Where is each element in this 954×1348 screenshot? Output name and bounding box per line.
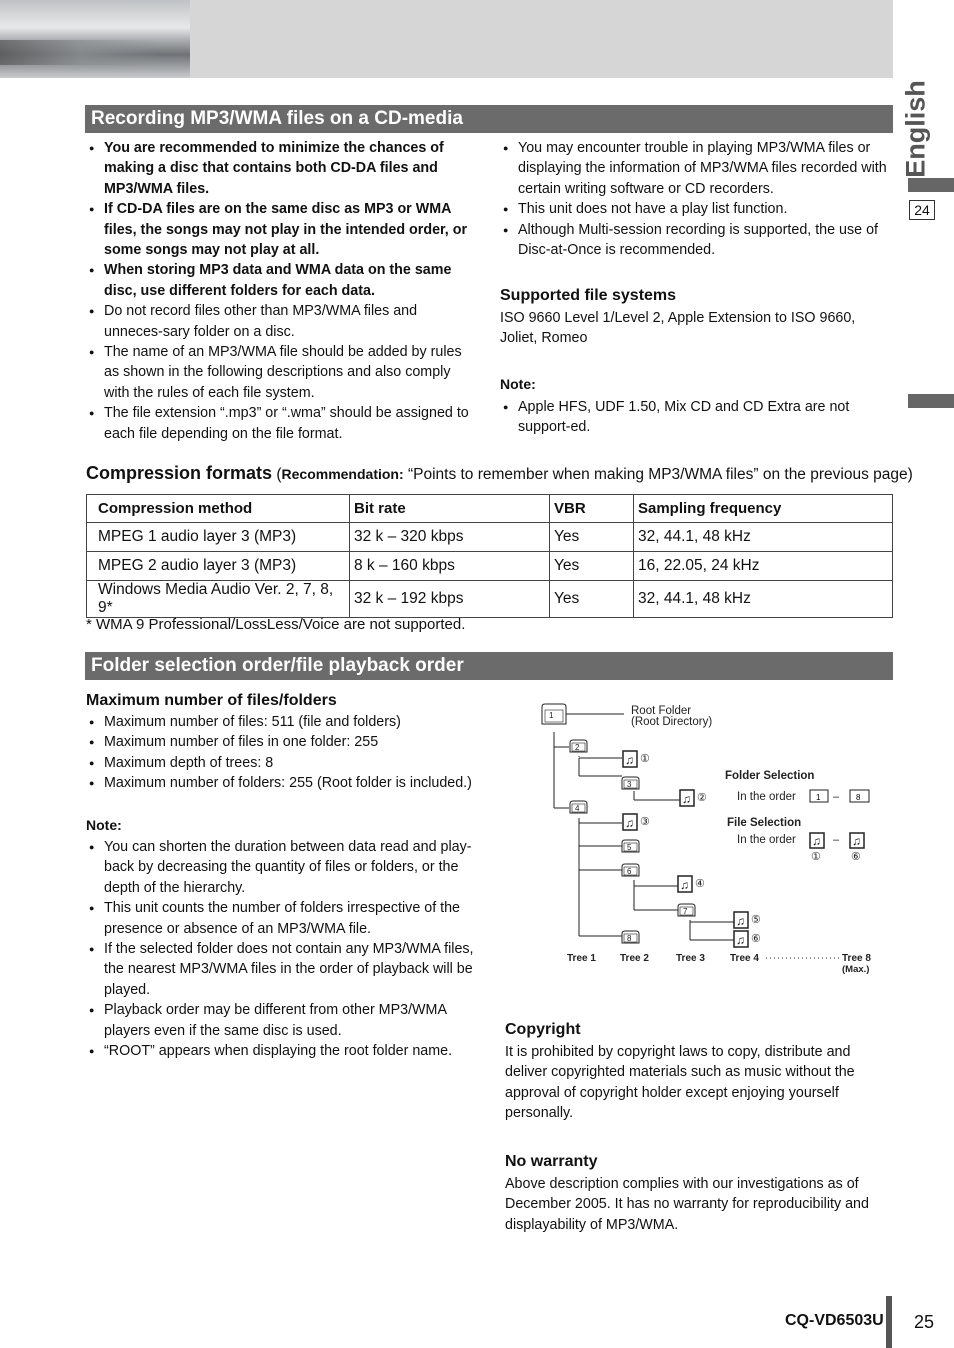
- music-file-icon: [680, 790, 707, 806]
- file-order-mark: ⑥: [751, 933, 761, 945]
- col-header: Sampling frequency: [634, 495, 893, 523]
- svg-text:♫: ♫: [736, 914, 745, 928]
- tree-label: Tree 4: [730, 953, 759, 964]
- list-item: ● This unit counts the number of folders irrespective of the presence or absence of an MP3/WMA file.: [86, 898, 478, 939]
- music-file-icon: [850, 833, 864, 848]
- dash: –: [833, 834, 840, 846]
- recommendation-text: “Points to remember when making MP3/WMA files” on the previous page): [403, 466, 913, 483]
- tree-label: Tree 3: [676, 953, 705, 964]
- list-item: ● The name of an MP3/WMA file should be added by rules as shown in the following descriptions and also comply with the rules of each file system.: [86, 342, 478, 403]
- table-cell: MPEG 2 audio layer 3 (MP3): [87, 552, 350, 581]
- list-item: ● If CD-DA files are on the same disc as MP3 or WMA files, the songs may not play in the intended order, or some songs may not play at all.: [86, 199, 478, 260]
- table-cell: 32 k – 192 kbps: [350, 581, 550, 618]
- folder-icon: [570, 740, 587, 752]
- file-order-mark: ④: [695, 878, 705, 890]
- file-systems-heading: Supported file systems: [500, 287, 677, 304]
- file-selection-label: File Selection: [727, 817, 802, 829]
- svg-text:♫: ♫: [812, 834, 821, 848]
- list-item: ● The file extension “.mp3” or “.wma” should be assigned to each file depending on the file format.: [86, 403, 478, 444]
- max-files-heading: Maximum number of files/folders: [86, 692, 337, 709]
- folder-tree-diagram: [530, 690, 890, 990]
- svg-text:♫: ♫: [736, 933, 745, 947]
- warranty-heading: No warranty: [505, 1153, 598, 1170]
- note-label: Note:: [500, 376, 536, 392]
- language-label: English: [900, 80, 931, 178]
- list-item: ● Apple HFS, UDF 1.50, Mix CD and CD Extra are not support-ed.: [500, 397, 892, 438]
- col-header: Compression method: [87, 495, 350, 523]
- recording-rules-list: [86, 138, 478, 444]
- col-header: VBR: [550, 495, 634, 523]
- folder-number: 6: [627, 867, 632, 876]
- copyright-heading: Copyright: [505, 1021, 581, 1038]
- table-cell: Yes: [550, 552, 634, 581]
- table-cell: 32, 44.1, 48 kHz: [634, 581, 893, 618]
- file-order-mark: ⑤: [751, 914, 761, 926]
- list-item: ● This unit does not have a play list function.: [500, 199, 892, 219]
- list-item: ● You are recommended to minimize the chances of making a disc that contains both CD-DA files and MP3/WMA files.: [86, 138, 478, 199]
- svg-text:♫: ♫: [682, 792, 691, 806]
- list-item: ● “ROOT” appears when displaying the root folder name.: [86, 1041, 478, 1061]
- table-cell: 16, 22.05, 24 kHz: [634, 552, 893, 581]
- section-title-recording: Recording MP3/WMA files on a CD-media: [85, 105, 893, 133]
- table-footnote: * WMA 9 Professional/LossLess/Voice are not supported.: [86, 616, 466, 633]
- file-systems-text: ISO 9660 Level 1/Level 2, Apple Extension to ISO 9660, Joliet, Romeo: [500, 310, 856, 347]
- file-order-mark: ③: [640, 816, 650, 828]
- warranty-text: Above description complies with our investigations as of December 2005. It has no warranty for reproducibility and displayability of MP3/WMA.: [505, 1176, 869, 1233]
- list-item: ● When storing MP3 data and WMA data on the same disc, use different folders for each data.: [86, 260, 478, 301]
- list-item: ● Maximum number of files: 511 (file and folders): [86, 712, 486, 732]
- folder-icon: [622, 777, 639, 789]
- table-cell: MPEG 1 audio layer 3 (MP3): [87, 523, 350, 552]
- table-cell: 32 k – 320 kbps: [350, 523, 550, 552]
- table-row: [87, 523, 893, 552]
- max-files-list: [86, 712, 486, 794]
- section-page-box: 24: [909, 200, 935, 220]
- file-order-mark: ②: [697, 792, 707, 804]
- file-from-mark: ①: [811, 851, 821, 863]
- folder-number: 7: [683, 907, 688, 916]
- list-item: ● Maximum number of folders: 255 (Root folder is included.): [86, 773, 486, 793]
- music-file-icon: [734, 912, 761, 928]
- folder-number: 1: [549, 711, 554, 720]
- language-tab: [900, 80, 932, 178]
- folder-icon: [622, 864, 639, 876]
- folder-icon: [542, 704, 566, 724]
- table-cell: 32, 44.1, 48 kHz: [634, 523, 893, 552]
- tab-marker-lower: [908, 394, 954, 408]
- list-item: ● Playback order may be different from other MP3/WMA players even if the same disc is used.: [86, 1000, 478, 1041]
- note-label: Note:: [86, 817, 122, 833]
- folder-number: 3: [627, 780, 632, 789]
- table-row: [87, 552, 893, 581]
- music-file-icon: [678, 876, 705, 892]
- section-title-folder-order: Folder selection order/file playback order: [85, 652, 893, 680]
- file-to-mark: ⑥: [851, 851, 861, 863]
- music-file-icon: [810, 833, 824, 848]
- folder-icon: [678, 904, 695, 916]
- compression-table: [86, 494, 893, 618]
- sky-image: [0, 0, 190, 78]
- root-sublabel: (Root Directory): [631, 716, 713, 728]
- compression-heading: [86, 463, 913, 484]
- list-item: ● Maximum number of files in one folder: 255: [86, 732, 486, 752]
- open-paren: (: [272, 466, 282, 483]
- folder-number: 8: [627, 934, 632, 943]
- tree-label: Tree 2: [620, 953, 649, 964]
- music-file-icon: [734, 931, 761, 947]
- horizon-image: [0, 40, 160, 65]
- recording-notes-list: [500, 138, 892, 260]
- model-number: CQ-VD6503U: [785, 1312, 884, 1329]
- folder-from-num: 1: [816, 793, 821, 802]
- list-item: ● Do not record files other than MP3/WMA files and unneces-sary folder on a disc.: [86, 301, 478, 342]
- svg-text:♫: ♫: [680, 878, 689, 892]
- dash: –: [833, 791, 840, 803]
- list-item: ● Although Multi-session recording is supported, the use of Disc-at-Once is recommended.: [500, 220, 892, 261]
- folder-number: 5: [627, 843, 632, 852]
- folder-icon: [810, 790, 828, 802]
- list-item: ● If the selected folder does not contain any MP3/WMA files, the nearest MP3/WMA files in the order of playback will be played.: [86, 939, 478, 1000]
- folder-to-num: 8: [856, 793, 861, 802]
- list-item: ● You can shorten the duration between data read and play-back by decreasing the quantity of files or folders, or the depth of the hierarchy.: [86, 837, 478, 898]
- table-cell: Windows Media Audio Ver. 2, 7, 8, 9*: [87, 581, 350, 618]
- table-cell: 8 k – 160 kbps: [350, 552, 550, 581]
- svg-text:♫: ♫: [625, 816, 634, 830]
- svg-text:♫: ♫: [625, 753, 634, 767]
- folder-icon: [622, 840, 639, 852]
- table-cell: Yes: [550, 523, 634, 552]
- file-order-mark: ①: [640, 753, 650, 765]
- copyright-text: It is prohibited by copyright laws to copy, distribute and deliver copyrighted materials such as music without the approval of copyright holder except enjoying yourself personally.: [505, 1044, 855, 1122]
- folder-number: 4: [575, 804, 580, 813]
- file-order-text: In the order: [737, 834, 796, 846]
- table-header-row: [87, 495, 893, 523]
- root-label: Root Folder: [631, 705, 692, 717]
- recommendation-label: Recommendation:: [281, 466, 404, 482]
- list-item: ● Maximum depth of trees: 8: [86, 753, 486, 773]
- tree-label: Tree 1: [567, 953, 596, 964]
- folder-order-text: In the order: [737, 791, 796, 803]
- svg-text:♫: ♫: [852, 834, 861, 848]
- folder-icon: [570, 801, 587, 813]
- page-number: 25: [914, 1312, 935, 1332]
- folder-selection-label: Folder Selection: [725, 770, 815, 782]
- header-banner: [0, 0, 893, 78]
- file-systems-note-list: [500, 397, 892, 438]
- music-file-icon: [623, 751, 650, 767]
- table-cell: Yes: [550, 581, 634, 618]
- folder-icon: [622, 931, 639, 943]
- footer-bar: [886, 1296, 892, 1348]
- folder-number: 2: [575, 743, 580, 752]
- tree-max-label: (Max.): [842, 964, 870, 975]
- tree-label: Tree 8: [842, 953, 871, 964]
- folder-notes-list: [86, 837, 478, 1061]
- compression-title: Compression formats: [86, 463, 273, 483]
- list-item: ● You may encounter trouble in playing MP3/WMA files or displaying the information of MP3/WMA files recorded with certain writing software or CD recorders.: [500, 138, 892, 199]
- col-header: Bit rate: [350, 495, 550, 523]
- folder-icon: [850, 790, 869, 802]
- table-row: [87, 581, 893, 618]
- music-file-icon: [623, 814, 650, 830]
- tab-marker: [908, 178, 954, 192]
